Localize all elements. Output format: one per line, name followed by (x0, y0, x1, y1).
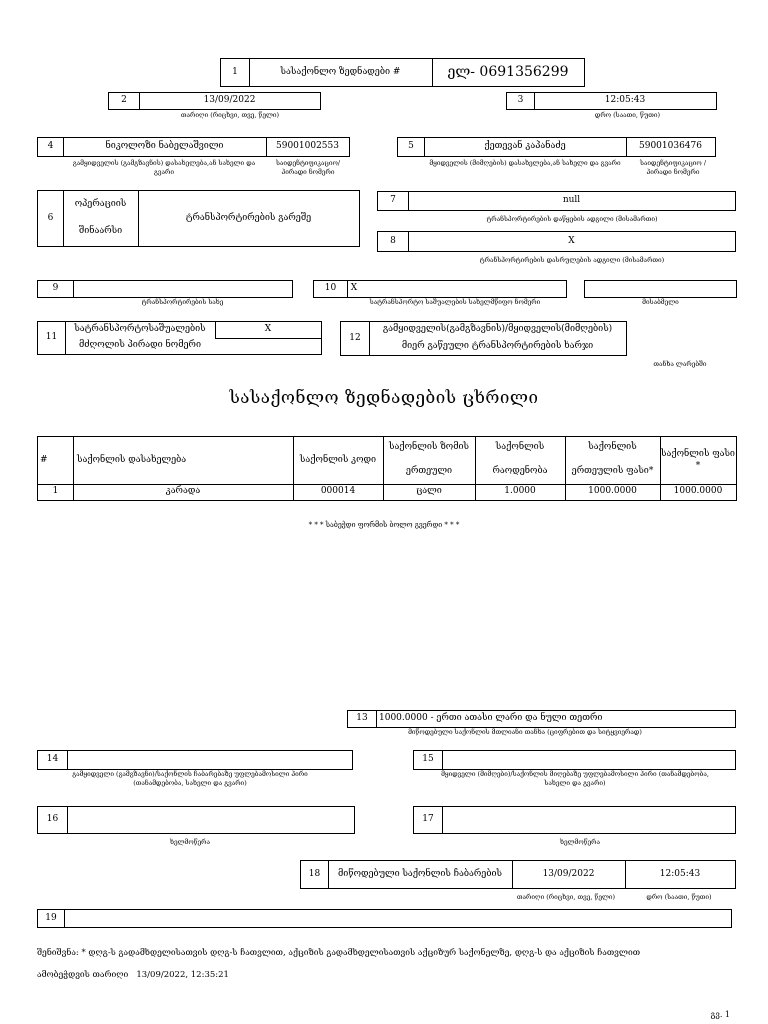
row-name: კარადა (165, 486, 201, 497)
footnote: შენიშვნა: * დღგ-ს გადამხდელისათვის დღგ-ს ჩათვლით, აქციზის გადამხდელისათვის აქციზურ საქონელზე, დღგ-ს და აქციზის ჩათვლით (37, 948, 641, 958)
buyer-name: ქეთევან კაპანაძე (484, 141, 566, 152)
operation-type: ტრანსპორტირების გარეშე (185, 212, 312, 223)
operation-label-line2: შინაარსი (78, 226, 123, 237)
field-number-1: 1 (232, 66, 238, 77)
driver-label-line1: სატრანსპორტოსაშუალების (74, 324, 206, 335)
issue-time: 12:05:43 (604, 95, 646, 106)
transport-start-caption: ტრანსპორტირების დაწყების ადგილი (მისამართი) (486, 215, 658, 223)
field-number-12: 12 (349, 332, 361, 343)
field-number-16: 16 (46, 814, 59, 825)
buyer-release-box (413, 750, 736, 770)
transport-end-caption: ტრანსპორტირების დასრულების ადგილი (მისამართი) (479, 256, 665, 264)
date-box (108, 92, 321, 110)
total-caption: მიწოდებული საქონლის მთლიანი თანხა (ციფრებით და სიტყვიერად) (408, 728, 642, 736)
field-number-2: 2 (121, 95, 127, 106)
transport-cost-line2: მიერ გაწეული ტრანსპორტირების ხარჯი (401, 341, 594, 352)
row-unit: ცალი (416, 486, 442, 497)
field-number-14: 14 (46, 754, 59, 765)
delivery-box (300, 860, 736, 889)
amount-caption: თანხა ლარებში (653, 360, 707, 368)
transport-type-box (37, 280, 293, 298)
field-number-11: 11 (45, 332, 58, 343)
transport-end-address: X (568, 235, 575, 246)
col-header-qty-line1: საქონლის (495, 442, 545, 453)
transport-end-box (377, 231, 736, 252)
seller-id-caption: საიდენტიფიკაციო/პირადი ნომერი (275, 159, 341, 176)
field-number-4: 4 (47, 141, 54, 152)
page-number: გვ. 1 (710, 1010, 730, 1019)
driver-id-value: X (264, 324, 272, 335)
trailer-box (584, 280, 737, 298)
print-date: ამობეჭდვის თარიღი 13/09/2022, 12:35:21 (37, 970, 229, 980)
field-number-9: 9 (52, 283, 59, 294)
operation-box (37, 190, 360, 247)
field-number-3: 3 (517, 95, 524, 106)
seller-box (37, 137, 350, 157)
col-header-qty-line2: რაოდენობა (492, 466, 548, 477)
buyer-signature-caption: ხელმოწერა (559, 838, 601, 846)
last-page-note: * * * საბეჭდი ფორმის ბოლო გვერდი * * * (308, 521, 460, 529)
buyer-id-caption: საიდენტიფიკაციო / პირადი ნომერი (639, 159, 707, 176)
time-caption: დრო (საათი, წუთი) (594, 111, 661, 119)
seller-release-box (37, 750, 353, 770)
col-header-num: # (40, 454, 48, 465)
row-qty: 1.0000 (504, 486, 536, 497)
col-header-price-line1: საქონლის (588, 442, 637, 453)
field-number-18: 18 (308, 868, 321, 879)
vehicle-number-box (313, 280, 567, 298)
table-title: სასაქონლო ზედნადების ცხრილი (229, 388, 539, 408)
invoice-number: ელ- 0691356299 (447, 64, 569, 81)
time-box (506, 92, 717, 110)
issue-date: 13/09/2022 (203, 95, 256, 106)
transport-start-address: null (562, 195, 581, 206)
field-number-8: 8 (390, 235, 396, 246)
transport-cost-box (340, 321, 627, 356)
field-number-15: 15 (422, 754, 434, 765)
seller-id: 59001002553 (276, 141, 339, 152)
field-number-17: 17 (422, 814, 434, 825)
col-header-unit-line2: ერთეული (405, 466, 453, 477)
buyer-name-caption: მყიდველის (მიმღების) დასახელება,ან სახელი და გვარი (429, 159, 621, 167)
col-header-code: საქონლის კოდი (299, 454, 377, 465)
delivery-date-caption: თარიღი (რიცხვი, თვე, წელი) (516, 893, 616, 901)
field-number-10: 10 (324, 283, 337, 294)
buyer-signature-box (413, 806, 736, 834)
delivery-label: მიწოდებული საქონლის ჩაბარების (338, 868, 502, 879)
field-number-19: 19 (45, 912, 57, 923)
seller-release-caption: გამყიდველი (გამგზავნი)/საქონლის ჩაბარებაზე უფლებამოსილი პირი (თანამდებობა, სახელი და გვარი) (72, 770, 308, 787)
col-header-total: საქონლის ფასი * (661, 448, 735, 471)
row-price: 1000.0000 (588, 486, 637, 497)
transport-type-caption: ტრანსპორტირების სახე (141, 298, 224, 306)
seller-name-caption: გამყიდველის (გამგზავნის) დასახელება,ან სახელი და გვარი (72, 159, 256, 176)
delivery-date: 13/09/2022 (542, 868, 595, 879)
delivery-time: 12:05:43 (659, 868, 701, 879)
buyer-id: 59001036476 (639, 141, 702, 152)
seller-name: ნიკოლოზი ნაბელაშვილი (105, 141, 224, 152)
row-total: 1000.0000 (673, 486, 723, 497)
transport-start-box (377, 191, 736, 211)
total-amount: 1000.0000 - ერთი ათასი ლარი და ნული თეთრი (379, 713, 603, 724)
row-19-box (37, 909, 732, 928)
col-header-name: საქონლის დასახელება (77, 454, 187, 465)
col-header-unit-line1: საქონლის ზომის (388, 442, 469, 453)
row-code: 000014 (320, 486, 356, 497)
col-header-price-line2: ერთეულის ფასი* (571, 466, 654, 477)
field-number-5: 5 (408, 141, 414, 152)
seller-signature-box (37, 806, 355, 834)
transport-cost-line1: გამყიდველის(გამგზავნის)/მყიდველის(მიმღების) (382, 324, 613, 335)
date-caption: თარიღი (რიცხვი, თვე, წელი) (180, 111, 280, 119)
field-number-13: 13 (356, 713, 368, 724)
invoice-header (220, 58, 585, 87)
driver-label-line2: მძღოლის პირადი ნომერი (79, 340, 201, 351)
table-row (38, 484, 736, 500)
field-number-6: 6 (47, 212, 54, 223)
trailer-caption: მისაბმელი (642, 298, 679, 306)
buyer-box (397, 137, 716, 157)
operation-label-line1: ოპერაციის (74, 199, 127, 210)
buyer-release-caption: მყიდველი (მიმღები)/საქონლის მიღებაზე უფლებამოსილი პირი (თანამდებობა, სახელი და გვარი) (441, 770, 709, 787)
vehicle-number: X (350, 283, 358, 294)
driver-id-box (37, 321, 322, 355)
seller-signature-caption: ხელმოწერა (169, 838, 211, 846)
vehicle-number-caption: სატრანსპორტო საშუალების სახელმწიფო ნომერი (369, 298, 541, 306)
total-box (347, 710, 736, 728)
goods-table (37, 436, 737, 501)
invoice-title-label: სასაქონლო ზედნადები # (280, 66, 401, 77)
field-number-7: 7 (390, 195, 396, 206)
delivery-time-caption: დრო (საათი, წუთი) (646, 893, 712, 901)
row-num: 1 (52, 486, 59, 497)
